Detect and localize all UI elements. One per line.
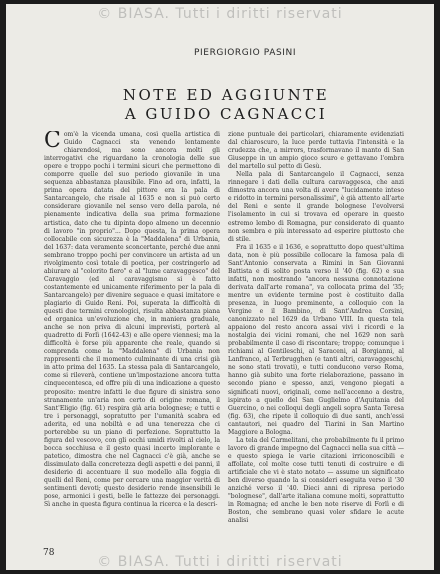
paragraph	[44, 131, 220, 509]
book-page	[6, 4, 434, 570]
drop-cap: C	[44, 131, 61, 153]
watermark-bottom: © BIASA. Tutti i diritti riservati	[97, 554, 343, 570]
text-column-left	[44, 131, 220, 536]
running-head-author: PIERGIORGIO PASINI	[194, 48, 297, 58]
article-title-line-2: A GUIDO CAGNACCI	[124, 105, 328, 123]
watermark-top: © BIASA. Tutti i diritti riservati	[97, 6, 343, 22]
text-column-right	[228, 131, 404, 536]
paragraph: La tela del Carmelitani, che probabilmente fu il primo lavoro di grande impegno del Cagnacci nella sua città — e questo spiega le varie citazioni irriconoscibili e affollate, col molte cose tutti tenuti di costruire e di artificiale che vi è stato notato — assume un significato ben diverso quando la si consideri eseguita verso il '30 anziché verso il '40. Dieci anni di ripresa periodo "bolognese", dall'arte italiana comune molti, soprattutto in Romagna; ed anche le ben note riserve di Forlì e di Boston, che sembrano quasi voler sfidare le acute analisi	[228, 436, 404, 525]
article-title-line-1: NOTE ED AGGIUNTE	[122, 86, 330, 104]
page-number: 78	[43, 548, 55, 558]
paragraph-text: om'è la vicenda umana, così quella artistica di Guido Cagnacci sta venendo lentamente chiarendosi, ma sono ancora molti gli interrogativi che riguardano la cronologia delle sue opere e troppo pochi i termini sicuri che permettono di comporre quelle del suo periodo giovanile in una sequenza abbastanza plausibile. Fino ad ora, infatti, la prima opera datata del pittore era la pala di Santarcangelo, che risale al 1635 e non si può certo considerare giovanile nel senso vero della parola, né pienamente indicativa della sua prima formazione artistica, dato che tu dipinta dopo almeno un decennio di lavoro "in proprio"... Dopo questa, la prima opera collocabile con sicurezza è la "Maddalena" di Urbania, del 1637: data veramente sconcertante, perché due anni sembrano troppo pochi per convincere un artista ad un rivolgimento così totale di poetica, per costringerlo ad abiurare al "colorito fiero" e al "lume caravaggesco" del Caravaggio (ed al caravaggismo si è fatto costantemente ed unicamente riferimento per la pala di Santarcangelo) per divenire seguace e quasi imitatore e plagiario di Guido Reni. Poi, superata la difficoltà di questi due termini cronologici, risulta abbastanza piana ed organica un'evoluzione che, in maniera graduale, anche se non priva di alcuni imprevisti, porterà al quadretto di Forlì (1642-43) e alle opere viennesi; ma la difficoltà è forse più apparente che reale, quando si comprenda come la "Maddalena" di Urbania non rappresenti che il momento culminante di una crisi già in atto prima del 1635. La stessa pala di Santarcangelo, come si rileverà, contiene un'impostazione ancora tutta cinquecentesca, ed offre più di una indicazione a questo proposito: mentre infatti le due figure di sinistra sono stranamente un'aria non certo di origine romana, il Sant'Eligio (fig. 61) respira già aria bolognese; e tutti e tre i personaggi, sopratutto per l'umanità scabra ed aderita, ed una nobiltà e ad una tenerezza che ci porterebbe su un piano di perfezione. Soprattutto la figura del vescovo, con gli occhi umidi rivolti al cielo, la bocca socchiusa e il gesto quasi incerto implorante e patetico, dimostra che nel Cagnacci c'è già, anche se dissimulato dalla concretezza degli aspetti e dei panni, il desiderio di accentuare il suo modello alla foggia di quelli del Reni, come per cercare una maggior verità di sentimenti devoti; questo desiderio rende insensibili le pose, armonici i gesti, belle le fattezze dei personaggi. Sì anche in questa figura continua la ricerca e la descri-	[44, 131, 220, 509]
paragraph: Fra il 1635 e il 1636, e soprattutto dopo quest'ultima data, non è più possibile collocare la famosa pala di Sant'Antonio conservata a Rimini in San Giovanni Battista e di solito posta verso il '40 (fig. 62) e sua infatti, non mostrando "ancora nessuna connotazione derivata dall'arte romana", va collocata prima del '35; mentre un evidente termine post è costituito dalla presenza, in luogo preminente, a colloquio con la Vergine e il Bambino, di Sant'Andrea Corsini, canonizzato nel 1629 da Urbano VIII. In questa tela appaiono del resto ancora assai vivi i ricordi e la nostalgia dei vicini romani, che nel 1629 non sarà probabilmente il caso di riscontare; troppo; comunque i richiami al Gentileschi, al Saraceni, al Borgianni, al Lanfranco, al Terbrugghen (e tanti altri, caravaggeschi, ne sono stati trovati), e tutti conducono verso Roma, hanno già subito una forte rielaborazione, passano in secondo piano e spesso, anzi, vengono piegati a significati nuovi, originali, come nell'accenno a destra, ispirato a quello del San Guglielmo d'Aquitania del Guercino, o nei colloqui degli angeli sopra Santa Teresa (fig. 63), che ripete il colloquio di due santi, anch'essi cantautori, nei quadro del Tiarini in San Martino Maggiore a Bologna.	[228, 243, 404, 436]
paragraph: Nella pala di Santarcangelo il Cagnacci, senza rinnegare i dati della cultura caravaggesca, che anzi dimostra ancora una volta di avere "lucidamente inteso e ridotto in termini personalissimi", è già attento all'arte del Reni e sente il grande bolognese l'evolversi l'isolamento in cui si trovava ed operare in questo estremo lembo di Romagna, pur considerato di quanto non sembra e più interessato ad esperire piuttosto che di stile.	[228, 171, 404, 243]
paragraph: zione puntuale dei particolari, chiaramente evidenziati dal chiaroscuro, la luce perde tuttavia l'intensità e la crudezza che, a mirrors, trasformavano il manto di San Giuseppe in un ampio gioco scuro e gettavano l'ombra del martello sul petto di Gesù.	[228, 131, 404, 171]
